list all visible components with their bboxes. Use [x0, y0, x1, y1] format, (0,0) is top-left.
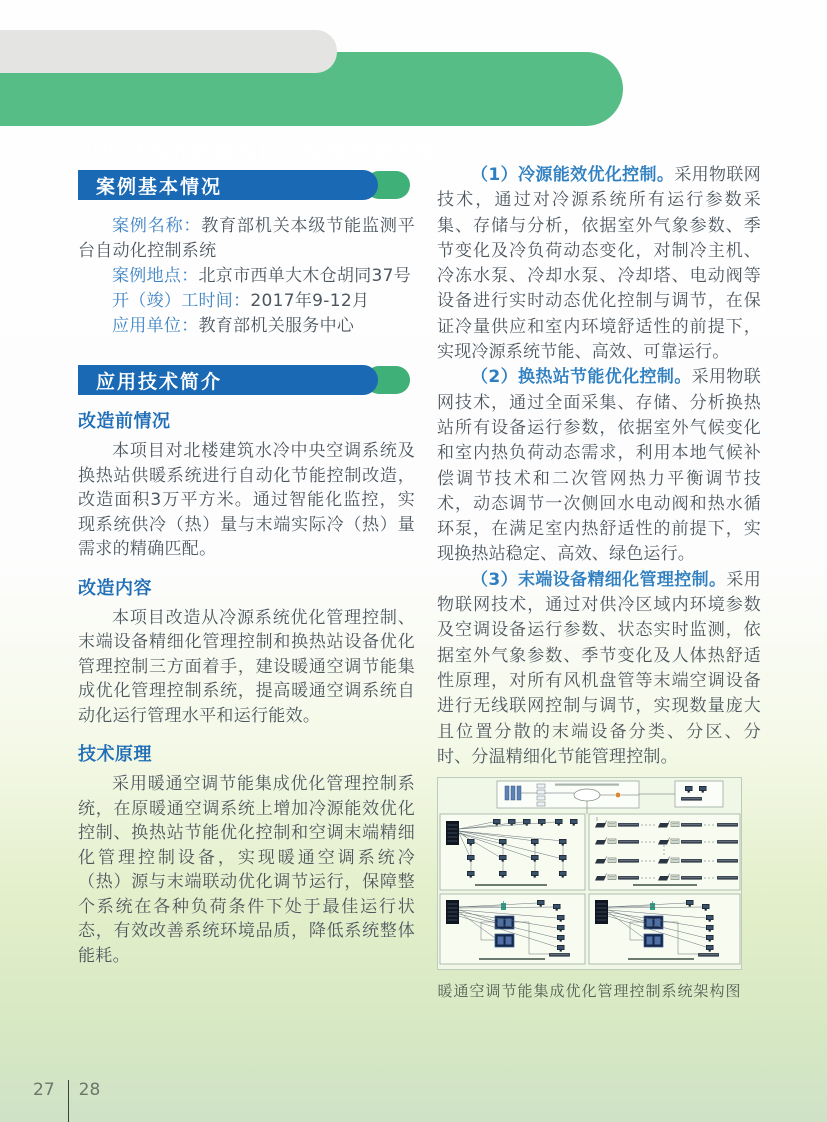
page-number-divider [68, 1080, 69, 1122]
subsection-heading-before: 改造前情况 [78, 411, 171, 432]
subsection-heading-principle: 技术原理 [78, 744, 152, 765]
section-banner-case-info-label: 案例基本情况 [96, 175, 223, 198]
tech-paragraph-1-body: 采用物联网技术，通过对冷源系统所有运行参数采集、存储与分析，依据室外气象参数、季节变化及冷负荷动态变化，对制冷主机、冷冻水泵、冷却水泵、冷却塔、电动阀等设备进行实时动态优化控制与调节，在保证冷量供应和室内环境舒适性的前提下，实现冷源系统节能、高效、可靠运行。 [437, 165, 762, 363]
case-field-dates-value: 2017年9-12月 [250, 291, 370, 311]
tech-paragraph-2-body: 采用物联网技术，通过全面采集、存储、分析换热站所有设备运行参数，依据室外气候变化和室内热负荷动态需求，利用本地气候补偿调节技术和二次管网热力平衡调节技术，动态调节一次侧回水电动阀和热水循环泵，在满足室内热舒适性的前提下，实现换热站稳定、高效、绿色运行。 [437, 367, 761, 565]
subsection-body-content: 本项目改造从冷源系统优化管理控制、末端设备精细化管理控制和换热站设备优化管理控制三方面着手，建设暖通空调节能集成优化管理控制系统，提高暖通空调系统自动化运行管理水平和运行能效。 [78, 607, 415, 726]
case-field-dates [78, 289, 415, 314]
tech-paragraph-2 [437, 365, 761, 567]
case-field-unit-value: 教育部机关服务中心 [198, 316, 355, 336]
page-title: 中央空调节能集成优化管理控制系统 [78, 140, 438, 164]
tech-paragraph-1-lead: （1）冷源能效优化控制。 [471, 165, 675, 185]
case-field-location [78, 264, 415, 289]
case-field-dates-label: 开（竣）工时间： [112, 291, 251, 311]
section-banner-case-info [78, 170, 378, 200]
page-header-gray-bar [0, 30, 337, 73]
case-field-name-label: 案例名称： [112, 216, 202, 236]
case-field-location-label: 案例地点： [112, 266, 199, 286]
banner-body [78, 365, 378, 395]
architecture-diagram-image [437, 777, 742, 970]
case-field-unit [78, 314, 415, 339]
tech-paragraph-3-body: 采用物联网技术，通过对供冷区域内环境参数及空调设备运行参数、状态实时监测，依据室外气象参数、季节变化及人体热舒适性原理，对所有风机盘管等末端空调设备进行无线联网控制与调节，实现数量庞大且位置分散的末端设备分类、分区、分时、分温精细化节能管理控制。 [437, 569, 761, 767]
banner-body [78, 170, 378, 200]
section-banner-tech-intro [78, 365, 378, 395]
subsection-body-principle: 采用暖通空调节能集成优化管理控制系统，在原暖通空调系统上增加冷源能效优化控制、换热站节能优化控制和空调末端精细化管理控制设备，实现暖通空调系统冷（热）源与末端联动优化调节运行，保障整个系统在各种负荷条件下处于最佳运行状态，有效改善系统环境品质，降低系统整体能耗。 [78, 774, 415, 966]
case-info-list [78, 214, 415, 339]
case-field-name [78, 214, 415, 264]
page-number-left: 27 [33, 1080, 55, 1100]
case-field-location-value: 北京市西单大木仓胡同37号 [198, 266, 412, 286]
subsection-heading-content: 改造内容 [78, 577, 152, 599]
tech-paragraph-1 [437, 163, 761, 365]
tech-paragraph-2-lead: （2）换热站节能优化控制。 [471, 367, 692, 388]
figure-caption: 暖通空调节能集成优化管理控制系统架构图 [437, 982, 742, 1001]
page-number-right: 28 [78, 1080, 101, 1100]
tech-paragraph-3 [437, 568, 761, 770]
right-column [437, 163, 761, 1001]
subsection-body-before: 本项目对北楼建筑水冷中央空调系统及换热站供暖系统进行自动化节能控制改造，改造面积3万平方米。通过智能化监控，实现系统供冷（热）量与末端实际冷（热）量需求的精确匹配。 [78, 441, 415, 559]
tech-paragraph-3-lead: （3）末端设备精细化管理控制。 [471, 569, 727, 590]
architecture-figure [437, 777, 742, 1001]
section-banner-tech-intro-label: 应用技术简介 [96, 370, 223, 393]
case-field-unit-label: 应用单位： [112, 316, 199, 336]
left-column [78, 170, 415, 968]
case-field-name-value: 教育部机关本级节能监测平台自动化控制系统 [78, 216, 415, 261]
page-footer [33, 1079, 100, 1122]
